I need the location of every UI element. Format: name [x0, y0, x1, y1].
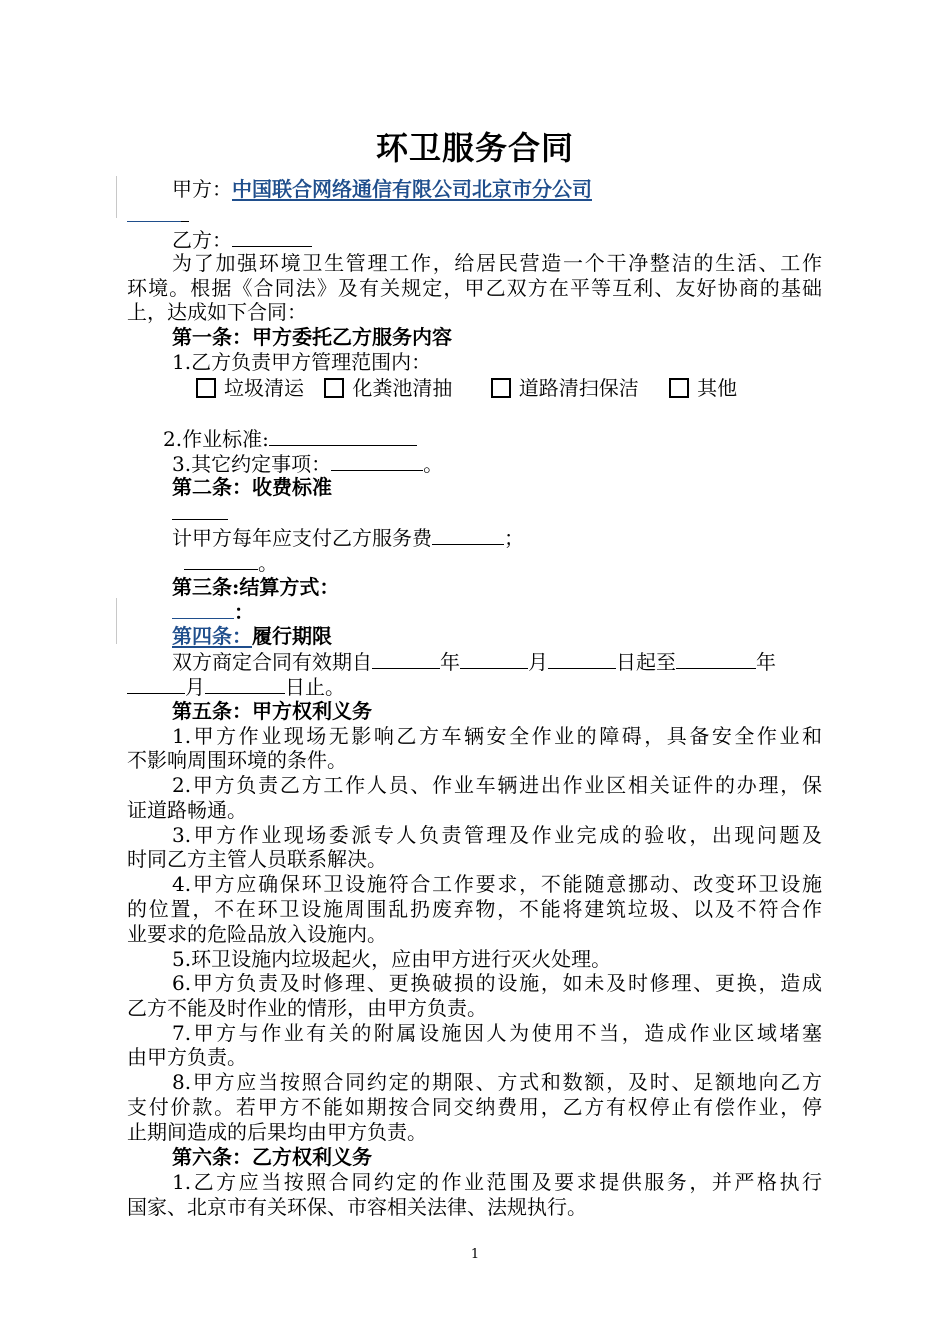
standard-blank — [269, 425, 417, 446]
article-5-line: 8.甲方应当按照合同约定的期限、方式和数额，及时、足额地向乙方 — [172, 1070, 822, 1094]
article-5-line: 不影响周围环境的条件。 — [127, 748, 347, 772]
settlement-blank — [172, 600, 234, 619]
option-septic[interactable]: 化粪池清抽 — [324, 375, 452, 401]
article-5-line: 由甲方负责。 — [127, 1045, 247, 1069]
party-a-blank — [181, 203, 189, 222]
party-b-blank — [232, 226, 312, 247]
party-a-blank-blue — [127, 219, 181, 222]
article-3-blank-line: ： — [172, 599, 254, 625]
other-terms-blank — [331, 450, 423, 471]
article-6-line: 国家、北京市有关环保、市容相关法律、法规执行。 — [127, 1195, 587, 1219]
option-road-cleaning[interactable]: 道路清扫保洁 — [491, 375, 639, 401]
article-5-line: 5.环卫设施内垃圾起火，应由甲方进行灭火处理。 — [172, 947, 612, 971]
article-2-title: 第二条：收费标准 — [172, 475, 332, 499]
article-5-line: 2.甲方负责乙方工作人员、作业车辆进出作业区相关证件的办理，保 — [172, 773, 822, 797]
checkbox-icon[interactable] — [669, 378, 689, 398]
fee-blank-2 — [184, 549, 258, 570]
checkbox-icon[interactable] — [196, 378, 216, 398]
article-6-title: 第六条：乙方权利义务 — [172, 1145, 372, 1169]
end-month-blank — [127, 673, 185, 694]
intro-line-3: 上，达成如下合同： — [127, 300, 307, 324]
article-5-line: 7.甲方与作业有关的附属设施因人为使用不当，造成作业区域堵塞 — [172, 1021, 822, 1045]
article-4-title-revised: 第四条： — [172, 624, 252, 648]
option-garbage[interactable]: 垃圾清运 — [196, 375, 304, 401]
article-5-line: 业要求的危险品放入设施内。 — [127, 922, 387, 946]
article-5-line: 1.甲方作业现场无影响乙方车辆安全作业的障碍，具备安全作业和 — [172, 724, 822, 748]
article-5-line: 4.甲方应确保环卫设施符合工作要求，不能随意挪动、改变环卫设施 — [172, 872, 822, 896]
article-5-line: 止期间造成的后果均由甲方负责。 — [127, 1120, 427, 1144]
article-4-period: 双方商定合同有效期自 年 月 日起至 年 — [172, 650, 776, 674]
fee-amount-blank — [432, 524, 504, 545]
article-6-line: 1.乙方应当按照合同约定的作业范围及要求提供服务，并严格执行 — [172, 1170, 822, 1194]
party-a-label: 甲方： — [172, 177, 232, 201]
checkbox-icon[interactable] — [324, 378, 344, 398]
article-1-item-1: 1.乙方负责甲方管理范围内： — [172, 350, 432, 374]
article-4-title: 第四条：履行期限 — [172, 624, 332, 648]
document-title: 环卫服务合同 — [375, 129, 574, 167]
party-b-line — [172, 226, 312, 253]
fee-blank-1 — [172, 499, 228, 520]
service-options — [196, 375, 737, 401]
party-a-line — [172, 176, 592, 202]
article-2-fee: 计甲方每年应支付乙方服务费 ； — [172, 526, 524, 550]
article-2-end: 。 — [184, 549, 278, 576]
party-a-name-link[interactable]: 中国联合网络通信有限公司北京市分公司 — [232, 177, 592, 201]
article-5-line: 时同乙方主管人员联系解决。 — [127, 847, 387, 871]
option-other[interactable]: 其他 — [669, 375, 737, 401]
revision-marker — [116, 598, 117, 644]
article-5-line: 支付价款。若甲方不能如期按合同交纳费用，乙方有权停止有偿作业，停 — [127, 1095, 822, 1119]
article-3-title: 第三条:结算方式： — [172, 575, 340, 599]
article-1-item-2: 2.作业标准: — [163, 425, 417, 452]
intro-line-1: 为了加强环境卫生管理工作，给居民营造一个干净整洁的生活、工作 — [172, 251, 822, 275]
article-5-line: 证道路畅通。 — [127, 798, 247, 822]
start-month-blank — [460, 648, 528, 669]
checkbox-icon[interactable] — [491, 378, 511, 398]
start-year-blank — [372, 648, 440, 669]
article-2-blank-line — [172, 499, 228, 526]
page-number: 1 — [470, 1247, 480, 1262]
start-day-blank — [548, 648, 616, 669]
article-5-line: 乙方不能及时作业的情形，由甲方负责。 — [127, 996, 487, 1020]
party-b-label: 乙方： — [172, 228, 232, 252]
article-1-item-3: 3.其它约定事项： 。 — [172, 452, 444, 476]
intro-line-2: 环境。根据《合同法》及有关规定，甲乙双方在平等互利、友好协商的基础 — [127, 276, 822, 300]
party-a-underline — [127, 202, 189, 228]
revision-marker — [116, 176, 117, 218]
article-5-line: 3.甲方作业现场委派专人负责管理及作业完成的验收，出现问题及 — [172, 823, 822, 847]
end-day-blank — [205, 673, 285, 694]
article-5-line: 6.甲方负责及时修理、更换破损的设施，如未及时修理、更换，造成 — [172, 971, 822, 995]
article-5-line: 的位置，不在环卫设施周围乱扔废弃物，不能将建筑垃圾、以及不符合作 — [127, 897, 822, 921]
article-4-period-end: 月 日止。 — [127, 673, 345, 700]
article-5-title: 第五条：甲方权利义务 — [172, 699, 372, 723]
end-year-blank — [676, 648, 756, 669]
article-1-title: 第一条：甲方委托乙方服务内容 — [172, 325, 452, 349]
